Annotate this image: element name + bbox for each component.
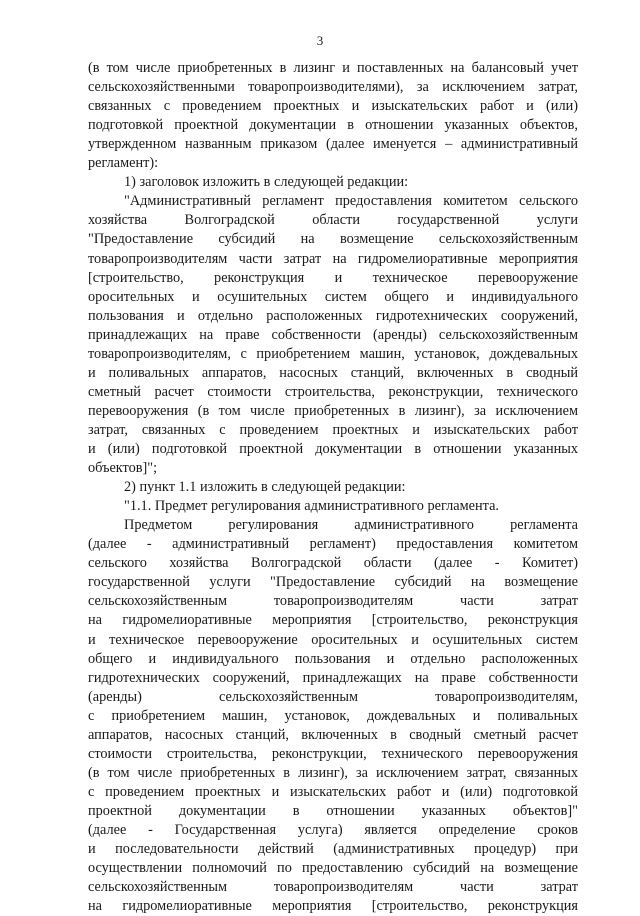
text-line: оросительных и осушительных систем общего и индивидуального	[88, 288, 578, 305]
text-line: и последовательности действий (административных процедур) при	[88, 841, 578, 858]
text-line: сельского хозяйства Волгоградской области (далее - Комитет)	[88, 555, 578, 572]
text-line: связанных с проведением проектных и изыскательских работ и (или)	[88, 98, 578, 115]
text-line: государственной услуги "Предоставление субсидий на возмещение	[88, 574, 578, 591]
text-line: регламент):	[88, 155, 159, 172]
text-line: (аренды) сельскохозяйственным товаропроизводителям,	[88, 688, 578, 705]
text-line: аппаратов, насосных станций, включенных в сводный сметный расчет	[88, 726, 578, 743]
text-line: и техническое перевооружение оросительных и осушительных систем	[88, 631, 578, 648]
text-line: хозяйства Волгоградской области государственной услуги	[88, 212, 578, 229]
text-line: сметный расчет стоимости строительства, реконструкции, технического	[88, 383, 578, 400]
text-line: осуществлении полномочий по предоставлению субсидий на возмещение	[88, 860, 578, 877]
text-line: на гидромелиоративные мероприятия [строительство, реконструкция	[88, 612, 578, 629]
text-line: (далее - административный регламент) предоставления комитетом	[88, 536, 578, 553]
text-line: "Предоставление субсидий на возмещение сельскохозяйственным	[88, 231, 578, 248]
text-line: товаропроизводителям, с приобретением машин, установок, дождевальных	[88, 345, 578, 362]
text-line: принадлежащих на праве собственности (аренды) сельскохозяйственным	[88, 326, 578, 343]
text-line: "Административный регламент предоставления комитетом сельского	[124, 193, 578, 210]
text-line: с приобретением машин, установок, дождевальных и поливальных	[88, 707, 578, 724]
text-line: (далее - Государственная услуга) является определение сроков	[88, 822, 578, 838]
text-line: гидротехнических сооружений, принадлежащих на праве собственности	[88, 669, 578, 686]
text-line: сельскохозяйственным товаропроизводителям части затрат	[88, 593, 578, 610]
text-line: сельскохозяйственным товаропроизводителям части затрат	[88, 879, 578, 896]
text-line: затрат, связанных с проведением проектных и изыскательских работ	[88, 421, 578, 438]
text-line: утвержденном названным приказом (далее именуется – административный	[88, 136, 578, 153]
text-line: (в том числе приобретенных в лизинг и поставленных на балансовый учет	[88, 60, 578, 76]
text-line: с проведением проектных и изыскательских работ и (или) подготовкой	[88, 783, 578, 800]
text-line: подготовкой проектной документации в отношении указанных объектов,	[88, 117, 578, 134]
text-line: и (или) подготовкой проектной документации в отношении указанных	[88, 441, 578, 457]
text-line: стоимости строительства, реконструкции, технического перевооружения	[88, 745, 578, 762]
text-line: "1.1. Предмет регулирования административного регламента.	[124, 498, 499, 515]
text-line: 1) заголовок изложить в следующей редакции:	[124, 174, 409, 191]
text-line: на гидромелиоративные мероприятия [строительство, реконструкция	[88, 898, 578, 915]
text-line: Предметом регулирования административного регламента	[124, 517, 578, 534]
page-number: 3	[316, 33, 324, 48]
text-line: пользования и отдельно расположенных гидротехнических сооружений,	[88, 307, 578, 324]
text-line: перевооружения (в том числе приобретенных в лизинг), за исключением	[88, 402, 578, 419]
text-line: товаропроизводителям части затрат на гидромелиоративные мероприятия	[88, 250, 578, 267]
text-line: (в том числе приобретенных в лизинг), за исключением затрат, связанных	[88, 764, 578, 781]
text-line: объектов]";	[88, 460, 158, 477]
text-line: сельскохозяйственными товаропроизводителями), за исключением затрат,	[88, 79, 578, 96]
text-line: и поливальных аппаратов, насосных станций, включенных в сводный	[88, 364, 578, 381]
text-line: проектной документации в отношении указанных объектов]"	[88, 802, 578, 819]
text-line: 2) пункт 1.1 изложить в следующей редакции:	[124, 479, 406, 496]
text-line: общего и индивидуального пользования и отдельно расположенных	[88, 650, 578, 667]
text-line: [строительство, реконструкция и техническое перевооружение	[88, 269, 578, 286]
